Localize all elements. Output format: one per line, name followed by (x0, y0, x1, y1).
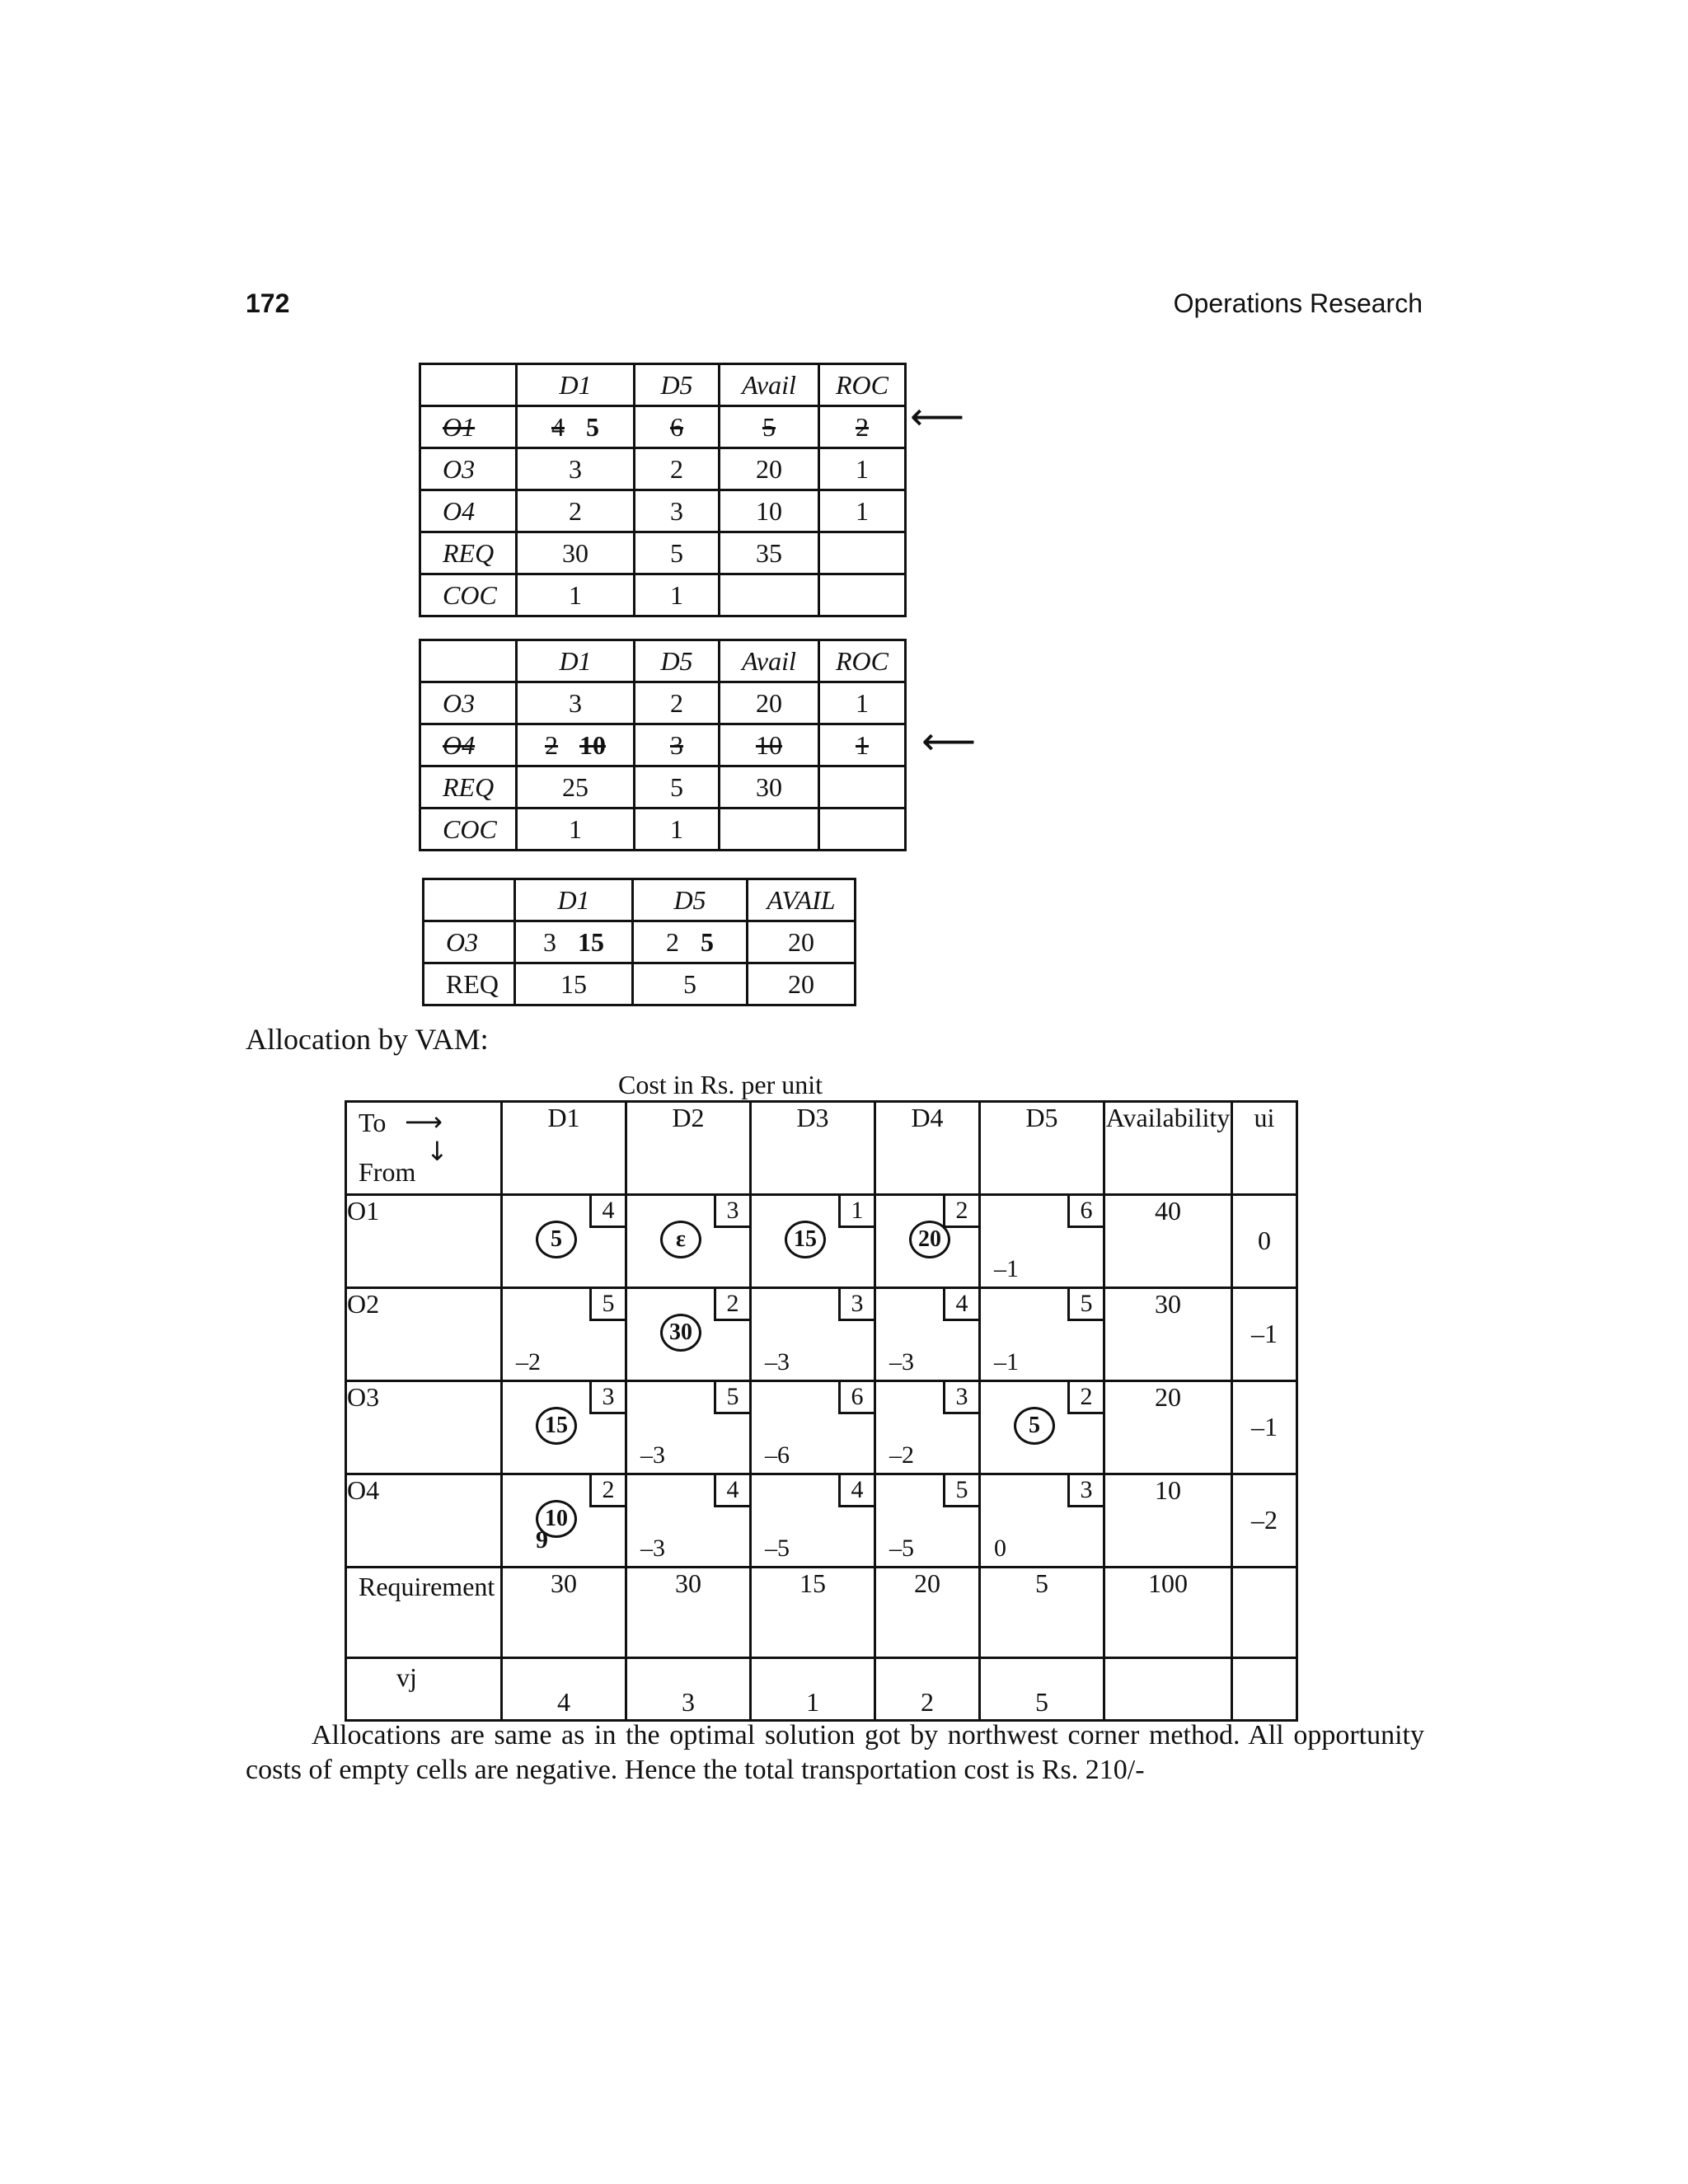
unit-cost: 6 (838, 1382, 874, 1414)
table-cell: 20 (748, 963, 856, 1005)
origin-label: O1 (346, 1195, 502, 1288)
table-cell: 30 (720, 766, 819, 808)
row-label: O3 (420, 682, 517, 724)
allocation-circle: 20 (909, 1221, 950, 1258)
origin-label: O3 (346, 1381, 502, 1474)
table-cell: 1 (819, 682, 906, 724)
requirement-label: Requirement (346, 1568, 502, 1658)
table-cell: 5 (633, 963, 748, 1005)
row-label: O3 (424, 921, 515, 963)
origin-row (346, 1288, 1297, 1381)
opportunity-cost: –3 (889, 1348, 914, 1376)
row-label: O4 (420, 724, 517, 766)
table-cell: 10 (720, 490, 819, 532)
cost-cell (751, 1288, 875, 1381)
closing-paragraph: Allocations are same as in the optimal solution got by northwest corner method. All opportunity costs of empty cells are negative. Hence the total transportation cost is Rs. 210/- (246, 1720, 1424, 1785)
table-cell (819, 532, 906, 574)
down-arrow-icon: ↓ (426, 1136, 448, 1167)
table-cell: 1 (819, 724, 906, 766)
allocation-circle: 5 (536, 1221, 577, 1258)
allocation-value: 5 (701, 926, 714, 957)
cost-cell (751, 1195, 875, 1288)
total-value: 100 (1104, 1568, 1232, 1658)
struck-row (420, 406, 906, 448)
table-cell: 1 (819, 490, 906, 532)
col-header: D5 (633, 879, 748, 921)
opportunity-cost: 0 (994, 1535, 1006, 1562)
cost-cell (875, 1288, 980, 1381)
origin-label: O2 (346, 1288, 502, 1381)
col-header: D5 (635, 364, 720, 406)
cost-cell (626, 1474, 751, 1568)
corner-cell (420, 640, 517, 682)
col-header: Avail (720, 640, 819, 682)
table-cell: 20 (720, 448, 819, 490)
unit-cost: 6 (1067, 1196, 1103, 1228)
opportunity-cost: 9 (536, 1526, 548, 1554)
empty-cell (1104, 1658, 1232, 1721)
unit-cost: 3 (1067, 1475, 1103, 1507)
table-cell: 20 (748, 921, 856, 963)
to-label: To (359, 1108, 387, 1137)
corner-cell (420, 364, 517, 406)
vam-step-table-2 (419, 639, 907, 851)
opportunity-cost: –3 (640, 1441, 665, 1469)
cost-cell (980, 1381, 1104, 1474)
table-cell: 1 (819, 448, 906, 490)
origin-label: O4 (346, 1474, 502, 1568)
table-cell: 3 (517, 682, 635, 724)
table-cell (819, 766, 906, 808)
cost-cell (875, 1195, 980, 1288)
corner-cell (424, 879, 515, 921)
unit-cost: 2 (943, 1196, 978, 1228)
left-arrow-icon: ⟵ (921, 719, 976, 763)
page-number: 172 (246, 288, 290, 318)
requirement-value: 15 (751, 1568, 875, 1658)
table-cell: 6 (635, 406, 720, 448)
unit-cost: 5 (714, 1382, 749, 1414)
table-cell: 30 (517, 532, 635, 574)
opportunity-cost: –2 (889, 1441, 914, 1469)
cost-cell (626, 1195, 751, 1288)
unit-cost: 1 (838, 1196, 874, 1228)
unit-cost: 5 (1067, 1289, 1103, 1321)
requirement-value: 30 (626, 1568, 751, 1658)
table-cell (720, 808, 819, 851)
vj-value: 3 (626, 1658, 751, 1721)
opportunity-cost: –2 (516, 1348, 541, 1376)
row-label: REQ (420, 532, 517, 574)
requirement-value: 30 (502, 1568, 626, 1658)
unit-cost: 2 (589, 1475, 625, 1507)
ui-cell (1232, 1381, 1297, 1474)
allocation-circle: 5 (1014, 1407, 1055, 1445)
row-label: REQ (424, 963, 515, 1005)
table-cell: 1 (517, 574, 635, 616)
ui-header: ui (1232, 1102, 1297, 1195)
opportunity-cost: –6 (765, 1441, 790, 1469)
destination-header: D4 (875, 1102, 980, 1195)
table-cell: 3 15 (515, 921, 633, 963)
table-cell (720, 574, 819, 616)
cost-cell (626, 1288, 751, 1381)
unit-cost: 2 (714, 1289, 749, 1321)
col-header: D1 (517, 640, 635, 682)
cost-cell (502, 1381, 626, 1474)
ui-cell (1232, 1195, 1297, 1288)
table-cell: 35 (720, 532, 819, 574)
cost-cell (502, 1288, 626, 1381)
table-cell: 5 (635, 766, 720, 808)
row-label: COC (420, 808, 517, 851)
table-cell: 2 (517, 490, 635, 532)
vj-value: 1 (751, 1658, 875, 1721)
running-head: Operations Research (1173, 288, 1423, 318)
unit-cost: 5 (943, 1475, 978, 1507)
table-cell: 1 (635, 574, 720, 616)
allocation-circle: ε (660, 1221, 701, 1258)
cost-cell (980, 1288, 1104, 1381)
vam-step-table-1 (419, 363, 907, 617)
cost-cell (980, 1195, 1104, 1288)
struck-row (420, 724, 906, 766)
allocation-value: 5 (586, 411, 599, 442)
requirement-value: 5 (980, 1568, 1104, 1658)
allocation-circle: 30 (660, 1314, 701, 1352)
cost-cell (980, 1474, 1104, 1568)
unit-cost: 4 (589, 1196, 625, 1228)
allocation-value: 15 (578, 926, 604, 957)
unit-cost: 3 (589, 1382, 625, 1414)
unit-cost: 3 (838, 1289, 874, 1321)
table-cell: 20 (720, 682, 819, 724)
left-arrow-icon: ⟵ (910, 394, 964, 438)
ui-cell (1232, 1288, 1297, 1381)
availability-value: 20 (1104, 1381, 1232, 1474)
opportunity-cost: –5 (889, 1535, 914, 1562)
row-label: O1 (420, 406, 517, 448)
table-cell: 4 5 (517, 406, 635, 448)
destination-header: D5 (980, 1102, 1104, 1195)
table-cell: 10 (720, 724, 819, 766)
cost-cell (751, 1381, 875, 1474)
origin-row (346, 1474, 1297, 1568)
vj-value: 5 (980, 1658, 1104, 1721)
table-cell: 15 (515, 963, 633, 1005)
cost-cell (875, 1381, 980, 1474)
row-label: REQ (420, 766, 517, 808)
availability-value: 10 (1104, 1474, 1232, 1568)
col-header: ROC (819, 640, 906, 682)
cost-cell (502, 1195, 626, 1288)
empty-cell (1232, 1568, 1297, 1658)
unit-cost: 4 (943, 1289, 978, 1321)
unit-cost: 4 (838, 1475, 874, 1507)
vj-value: 2 (875, 1658, 980, 1721)
unit-cost: 4 (714, 1475, 749, 1507)
ui-value: –1 (1251, 1412, 1278, 1441)
from-label: From (359, 1157, 416, 1187)
table-cell: 1 (517, 808, 635, 851)
unit-cost: 2 (1067, 1382, 1103, 1414)
table-caption: Cost in Rs. per unit (618, 1070, 823, 1099)
cost-cell (875, 1474, 980, 1568)
ui-value: –2 (1251, 1505, 1278, 1535)
corner-cell (346, 1102, 502, 1195)
unit-cost: 5 (589, 1289, 625, 1321)
unit-cost: 3 (714, 1196, 749, 1228)
opportunity-cost: –1 (994, 1255, 1019, 1282)
opportunity-cost: –3 (765, 1348, 790, 1376)
requirement-value: 20 (875, 1568, 980, 1658)
empty-cell (1232, 1658, 1297, 1721)
allocation-circle: 10 (536, 1500, 577, 1538)
table-cell (819, 574, 906, 616)
allocation-circle: 15 (536, 1407, 577, 1445)
vj-value: 4 (502, 1658, 626, 1721)
availability-header: Availability (1104, 1102, 1232, 1195)
availability-value: 40 (1104, 1195, 1232, 1288)
vam-step-table-3 (422, 878, 856, 1006)
table-cell: 3 (517, 448, 635, 490)
col-header: AVAIL (748, 879, 856, 921)
table-cell (819, 808, 906, 851)
unit-cost: 3 (943, 1382, 978, 1414)
origin-row (346, 1381, 1297, 1474)
table-cell: 2 (635, 448, 720, 490)
col-header: D1 (515, 879, 633, 921)
row-label: O4 (420, 490, 517, 532)
table-cell: 1 (635, 808, 720, 851)
ui-cell (1232, 1474, 1297, 1568)
col-header: ROC (819, 364, 906, 406)
right-arrow-icon: ⟶ (405, 1106, 443, 1137)
cost-cell (502, 1474, 626, 1568)
table-cell: 25 (517, 766, 635, 808)
row-label: COC (420, 574, 517, 616)
vam-transportation-table (345, 1100, 1298, 1722)
table-cell: 2 5 (633, 921, 748, 963)
row-label: O3 (420, 448, 517, 490)
availability-value: 30 (1104, 1288, 1232, 1381)
opportunity-cost: –5 (765, 1535, 790, 1562)
destination-header: D1 (502, 1102, 626, 1195)
origin-row (346, 1195, 1297, 1288)
table-cell: 2 10 (517, 724, 635, 766)
table-cell: 3 (635, 724, 720, 766)
col-header: D5 (635, 640, 720, 682)
ui-value: –1 (1251, 1319, 1278, 1348)
ui-value: 0 (1258, 1226, 1271, 1255)
allocation-circle: 15 (785, 1221, 826, 1258)
section-heading: Allocation by VAM: (246, 1023, 489, 1056)
cost-cell (626, 1381, 751, 1474)
table-cell: 3 (635, 490, 720, 532)
vj-label: vj (346, 1658, 502, 1721)
destination-header: D2 (626, 1102, 751, 1195)
cost-cell (751, 1474, 875, 1568)
table-cell: 5 (635, 532, 720, 574)
table-cell: 2 (819, 406, 906, 448)
table-cell: 5 (720, 406, 819, 448)
destination-header: D3 (751, 1102, 875, 1195)
opportunity-cost: –3 (640, 1535, 665, 1562)
allocation-value: 10 (579, 729, 606, 760)
col-header: D1 (517, 364, 635, 406)
col-header: Avail (720, 364, 819, 406)
opportunity-cost: –1 (994, 1348, 1019, 1376)
table-cell: 2 (635, 682, 720, 724)
